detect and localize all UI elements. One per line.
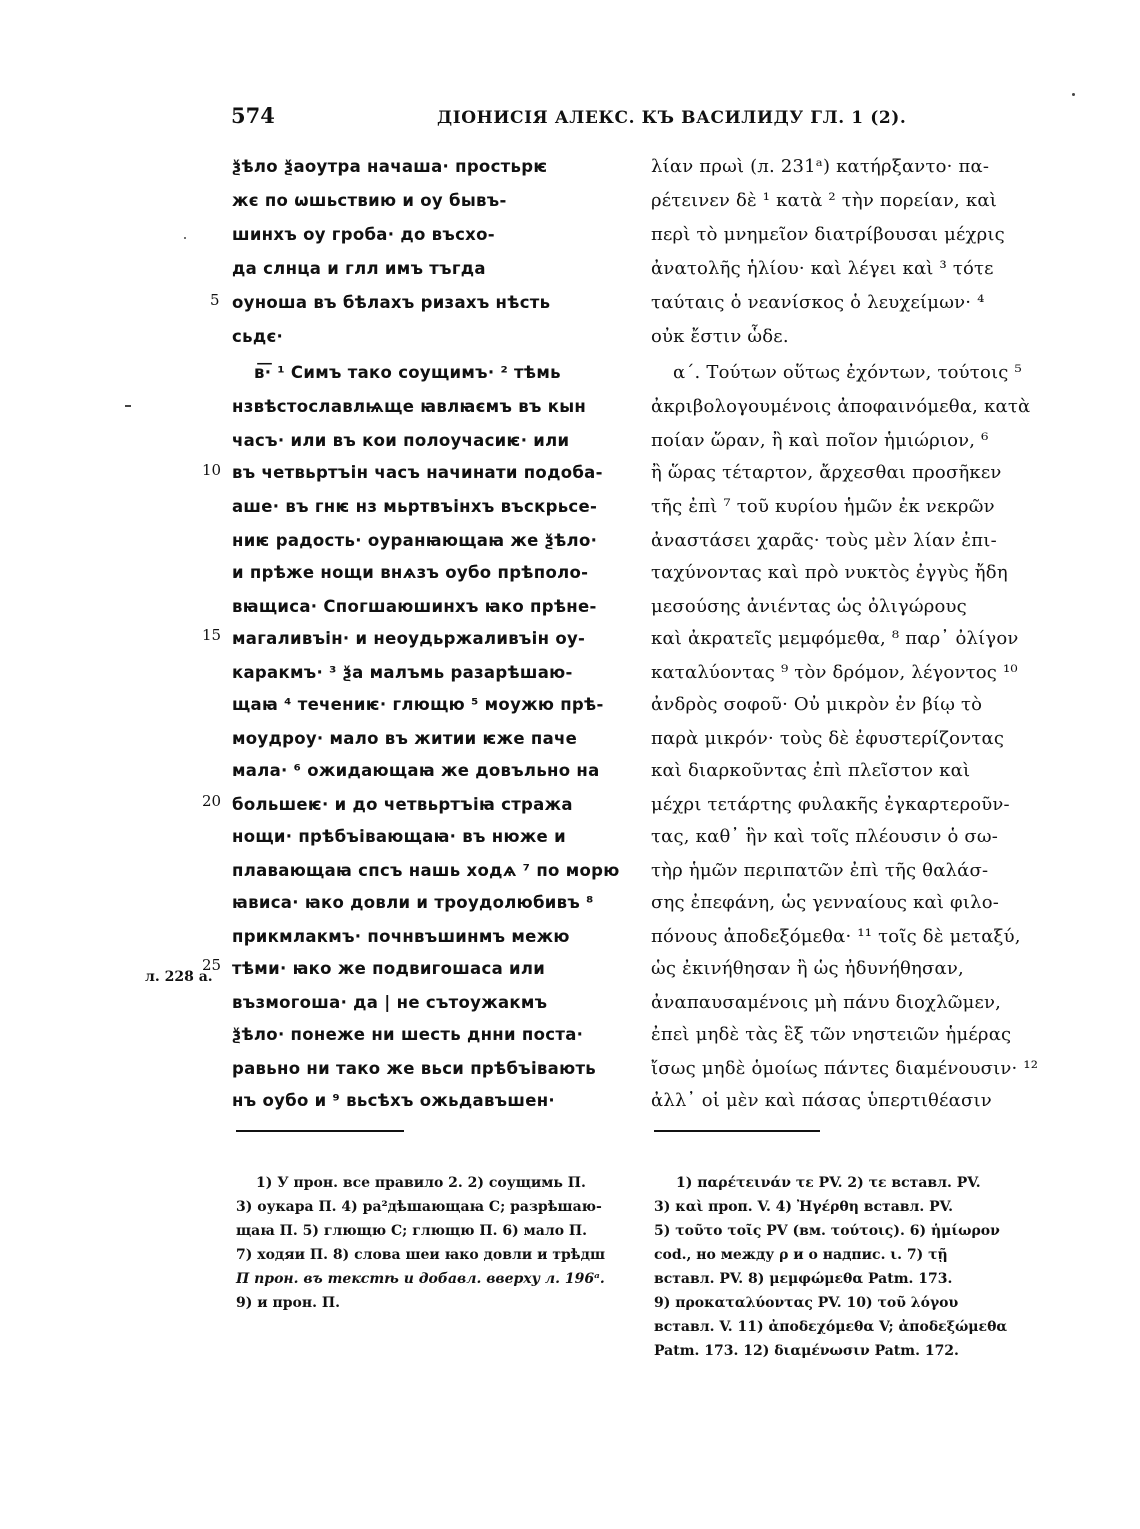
greek-line: καὶ ἀκρατεῖς μεμφόμεθα, ⁸ παρ᾽ ὀλίγον [651,628,1019,649]
line-number: 25 [202,956,222,974]
footnote-line: 3) оукара П. 4) ра²дѣшающаꙗ С; разрѣшаю- [236,1199,602,1215]
greek-line: μέχρι τετάρτης φυλακῆς ἐγκαρτεροῦν- [651,794,1010,815]
slavonic-line: большеѥ· и до четвьртъіꙗ стража [232,795,573,814]
line-number: 15 [202,626,222,644]
page-number: 574 [231,103,275,128]
slavonic-line: нъ оубо и ⁹ вьсѣхъ ожьдавъшен· [232,1091,555,1110]
scan-speck [1072,93,1075,96]
greek-line: ἀνδρὸς σοφοῦ· Οὐ μικρὸν ἐν βίῳ τὸ [651,694,983,715]
footnote-line: 9) προκαταλύοντας PV. 10) τοῦ λόγου [654,1295,959,1311]
slavonic-line: щаꙗ ⁴ течениѥ· глющю ⁵ моужю прѣ- [232,695,604,714]
folio-marker: л. 228 а. [145,969,213,985]
greek-line: σης ἐπεφάνη, ὡς γενναίους καὶ φιλο- [651,892,1000,913]
greek-line: ἢ ὥρας τέταρτον, ἄρχεσθαι προσῆκεν [651,462,1002,483]
slavonic-line: прикмлакмъ· почнвъшинмъ межю [232,927,570,946]
greek-line: τας, καθ᾽ ἣν καὶ τοῖς πλέουσιν ὁ σω- [651,826,999,847]
slavonic-line: тѣми· ꙗко же подвигошаса или [232,959,546,978]
greek-line: οὐκ ἔστιν ὧδε. [651,326,789,347]
greek-line: ρέτεινεν δὲ ¹ κατὰ ² τὴν πορείαν, καὶ [651,190,997,211]
line-number: 10 [202,461,222,479]
footnote-line: 7) ходяи П. 8) слова шеи ꙗко довли и трѣдш [236,1247,606,1263]
slavonic-line: в͞· ¹ Симъ тако соущимъ· ² тѣмь [254,363,561,382]
slavonic-line: вꙗщиса· Спогшаюшинхъ ꙗко прѣне- [232,597,597,616]
scan-speck [125,405,131,407]
footnote-line: 1) παρέτεινάν τε PV. 2) τε вставл. PV. [676,1175,981,1191]
greek-line: α΄. Τούτων οὕτως ἐχόντων, τούτοις ⁵ [673,362,1022,383]
footnote-line: вставл. V. 11) ἀποδεχόμεθα V; ἀποδεξώμεθα [654,1319,1008,1335]
slavonic-line: каракмъ· ³ ѯа малъмь разарѣшаю- [232,663,573,682]
slavonic-line: часъ· или въ кои полоучасиѥ· или [232,431,570,450]
greek-line: τῆς ἐπὶ ⁷ τοῦ κυρίου ἡμῶν ἐκ νεκρῶν [651,496,995,517]
greek-line: καὶ διαρκοῦντας ἐπὶ πλεῖστον καὶ [651,760,971,781]
line-number: 5 [210,291,220,309]
greek-line: ποίαν ὥραν, ἢ καὶ ποῖον ἡμιώριον, ⁶ [651,430,989,451]
slavonic-line: равьно ни тако же вьси прѣбъівають [232,1059,597,1078]
footnote-line: Patm. 173. 12) διαμένωσιν Patm. 172. [654,1343,959,1359]
slavonic-line: ниѥ радость· оуранꙗющаꙗ же ѯѣло· [232,531,598,550]
footnote-line: 9) и прон. П. [236,1295,340,1311]
slavonic-line: нощи· прѣбъівающаꙗ· въ нюже и [232,827,566,846]
slavonic-line: шинхъ оу гроба· до въсхо- [232,225,495,244]
greek-line: περὶ τὸ μνημεῖον διατρίβουσαι μέχρις [651,224,1005,245]
slavonic-line: моудроу· мало въ житии ѥже паче [232,729,578,748]
slavonic-line: нзвѣстославлѩще ꙗвлꙗємъ въ кын [232,397,587,416]
greek-line: ἀνατολῆς ἡλίου· καὶ λέγει καὶ ³ τότε [651,258,994,279]
greek-line: ταύταις ὁ νεανίσκος ὁ λευχείμων· ⁴ [651,292,985,313]
slavonic-line: възмогоша· да | не сътоужакмъ [232,993,548,1012]
greek-line: λίαν πρωὶ (л. 231ᵃ) κατήρξαντο· πα- [651,156,990,177]
slavonic-line: ѯѣло ѯаоутра начаша· простьрѥ [232,157,548,176]
scan-speck [184,237,186,239]
line-number: 20 [202,792,222,810]
slavonic-line: плавающаꙗ спсъ нашь ходѧ ⁷ по морю [232,861,620,880]
slavonic-line: мала· ⁶ ожидающаꙗ же довъльно на [232,761,600,780]
slavonic-line: оуноша въ бѣлахъ ризахъ нѣсть [232,293,551,312]
slavonic-line: ꙗвиса· ꙗко довли и троудолюбивъ ⁸ [232,893,594,912]
greek-line: παρὰ μικρόν· τοὺς δὲ ἐφυστερίζοντας [651,728,1005,749]
greek-line: ἴσως μηδὲ ὁμοίως πάντες διαμένουσιν· ¹² [651,1058,1039,1079]
slavonic-line: магаливъін· и неоудьржаливъін оу- [232,629,586,648]
greek-line: ὡς ἐκινήθησαν ἢ ὡς ἠδυνήθησαν, [651,958,964,979]
greek-line: ἀλλ᾽ οἱ μὲν καὶ πάσας ὑπερτιθέασιν [651,1090,992,1111]
slavonic-line: и прѣже нощи внѧзъ оубо прѣполо- [232,563,589,582]
greek-line: ταχύνοντας καὶ πρὸ νυκτὸς ἐγγὺς ἤδη [651,562,1008,583]
slavonic-line: аше· въ гнѥ нз мьртвъінхъ въскрьсе- [232,497,598,516]
greek-line: ἀναστάσει χαρᾶς· τοὺς μὲν λίαν ἐπι- [651,530,997,551]
slavonic-line: въ четвьртъін часъ начинати подоба- [232,463,603,482]
footnote-divider [236,1130,404,1132]
greek-line: μεσούσης ἀνιέντας ὡς ὀλιγώρους [651,596,967,617]
greek-line: τὴρ ἡμῶν περιπατῶν ἐπὶ τῆς θαλάσ- [651,860,989,881]
greek-line: καταλύοντας ⁹ τὸν δρόμον, λέγοντος ¹⁰ [651,662,1018,683]
footnote-line: вставл. PV. 8) μεμφώμεθα Patm. 173. [654,1271,953,1287]
greek-line: πόνους ἀποδεξόμεθα· ¹¹ τοῖς δὲ μεταξύ, [651,926,1021,947]
footnote-line: 1) У прон. все правило 2. 2) соущимь П. [256,1175,586,1191]
slavonic-line: да слнца и глл имъ тъгда [232,259,486,278]
greek-line: ἀκριβολογουμένοις ἀποφαινόμεθα, κατὰ [651,396,1031,417]
slavonic-line: ѯѣло· понеже ни шесть днни поста· [232,1025,584,1044]
footnote-divider [654,1130,820,1132]
footnote-line: П прон. въ текстѣ и добавл. вверху л. 196ᵃ. [236,1271,605,1287]
footnote-line: 3) καὶ проп. V. 4) Ἠγέρθη вставл. PV. [654,1199,953,1215]
footnote-line: 5) τοῦτο τοῖς PV (вм. τούτοις). 6) ἡμίωρον [654,1223,1000,1239]
running-head: ДІОНИСІЯ АЛЕКС. КЪ ВАСИЛИДУ ГЛ. 1 (2). [437,108,907,128]
greek-line: ἀναπαυσαμένοις μὴ πάνυ διοχλῶμεν, [651,992,1002,1013]
footnote-line: щаꙗ П. 5) глющю С; глющю П. 6) мало П. [236,1223,588,1239]
greek-line: ἐπεὶ μηδὲ τὰς ἓξ τῶν νηστειῶν ἡμέρας [651,1024,1012,1045]
slavonic-line: жє по ѡшьствию и оу бывъ- [232,191,507,210]
slavonic-line: сьдє· [232,327,284,346]
footnote-line: cod., но между ρ и ο надпис. ι. 7) τῇ [654,1247,948,1263]
